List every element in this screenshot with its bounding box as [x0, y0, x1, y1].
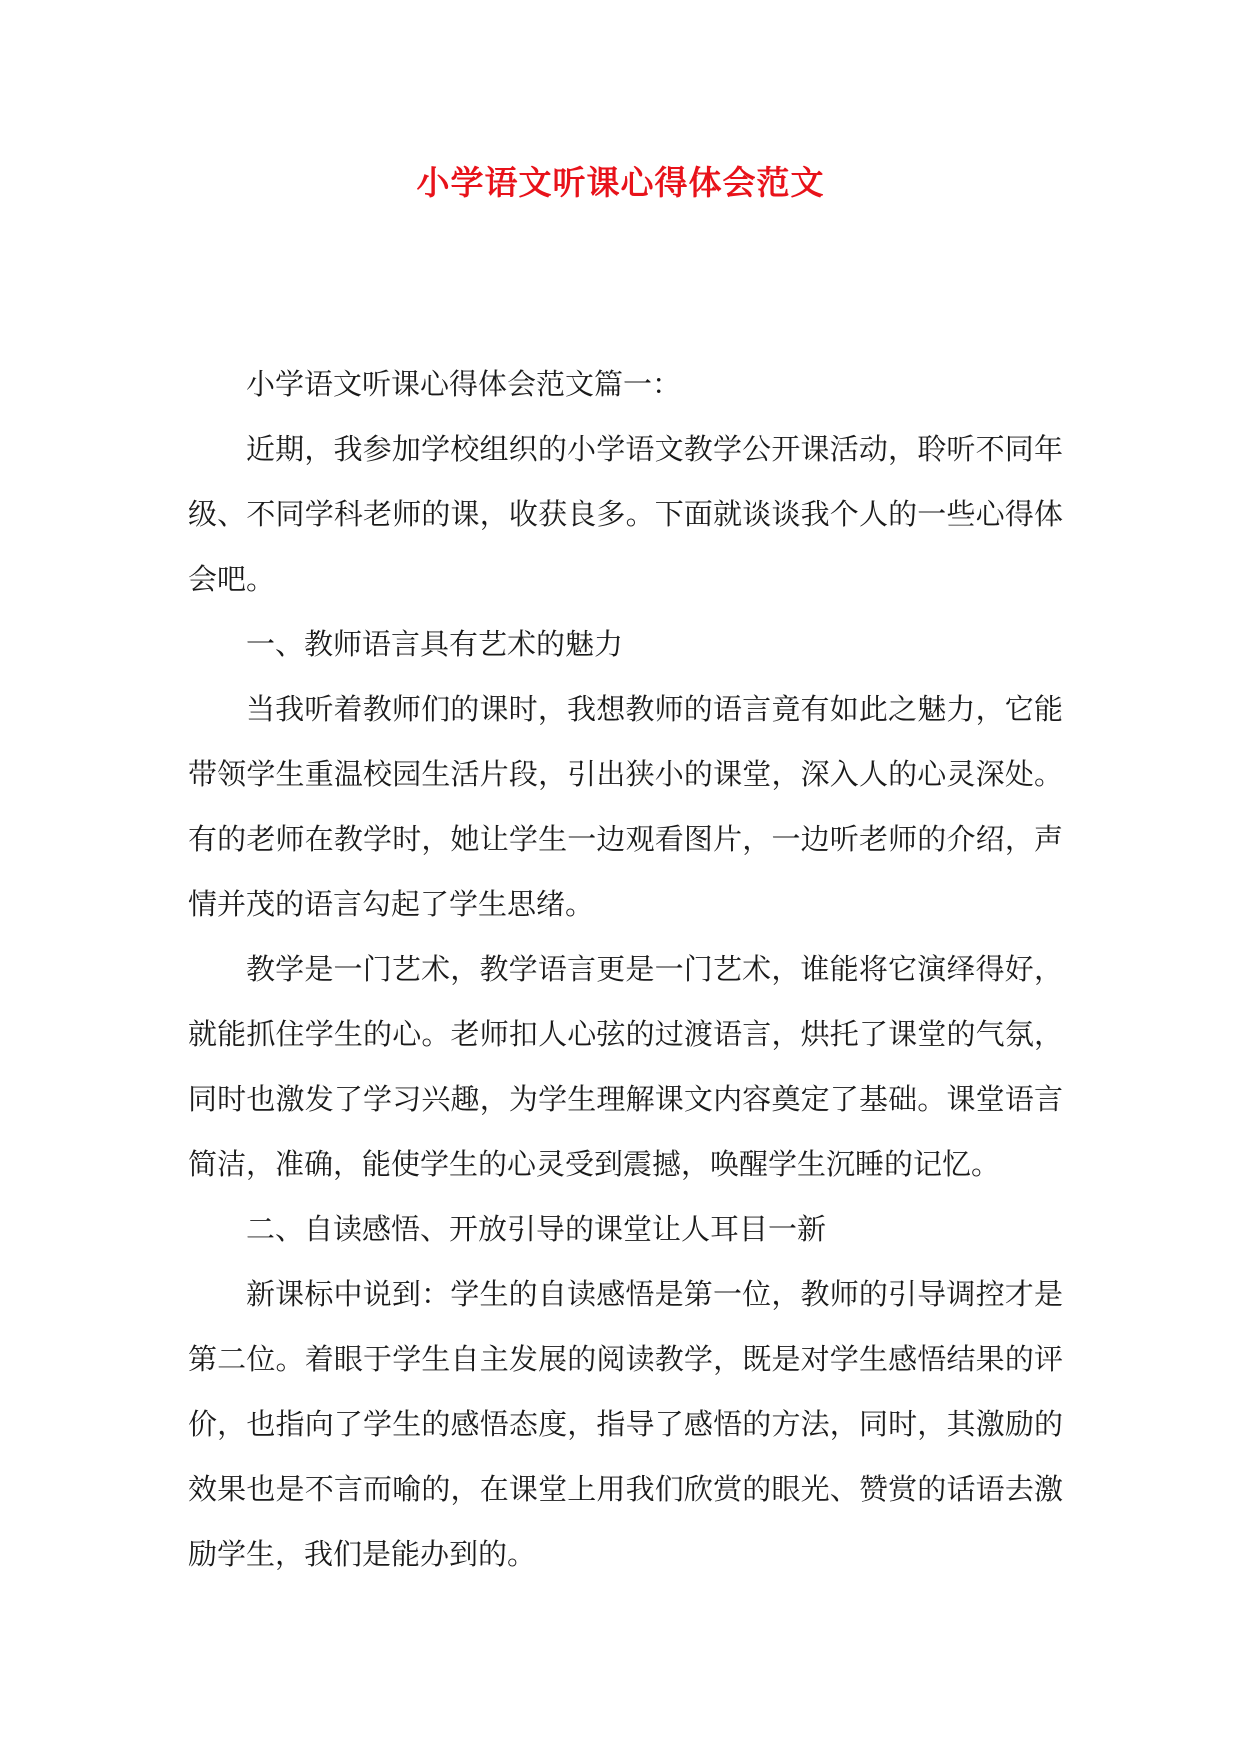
paragraph-teaching-art: 教学是一门艺术，教学语言更是一门艺术，谁能将它演绎得好，就能抓住学生的心。老师扣人心弦的过渡语言，烘托了课堂的气氛，同时也激发了学习兴趣，为学生理解课文内容奠定了基础。课堂语言简洁，准确，能使学生的心灵受到震撼，唤醒学生沉睡的记忆。 — [188, 952, 1063, 1181]
section-heading-part-one: 小学语文听课心得体会范文篇一： — [246, 367, 682, 401]
paragraph-self-reading: 新课标中说到：学生的自读感悟是第一位，教师的引导调控才是第二位。着眼于学生自主发展的阅读教学，既是对学生感悟结果的评价，也指向了学生的感悟态度，指导了感悟的方法，同时，其激励的效果也是不言而喻的，在课堂上用我们欣赏的眼光、赞赏的话语去激励学生，我们是能办到的。 — [188, 1277, 1063, 1571]
paragraph-teacher-language: 当我听着教师们的课时，我想教师的语言竟有如此之魅力，它能带领学生重温校园生活片段，引出狭小的课堂，深入人的心灵深处。有的老师在教学时，她让学生一边观看图片，一边听老师的介绍，声情并茂的语言勾起了学生思绪。 — [188, 692, 1063, 921]
paragraph-intro: 近期，我参加学校组织的小学语文教学公开课活动，聆听不同年级、不同学科老师的课，收获良多。下面就谈谈我个人的一些心得体会吧。 — [188, 432, 1063, 596]
document-body — [188, 352, 1063, 1587]
document-title: 小学语文听课心得体会范文 — [416, 163, 825, 202]
section-heading-teacher-language: 一、教师语言具有艺术的魅力 — [246, 627, 624, 661]
section-heading-self-reading: 二、自读感悟、开放引导的课堂让人耳目一新 — [246, 1212, 827, 1246]
